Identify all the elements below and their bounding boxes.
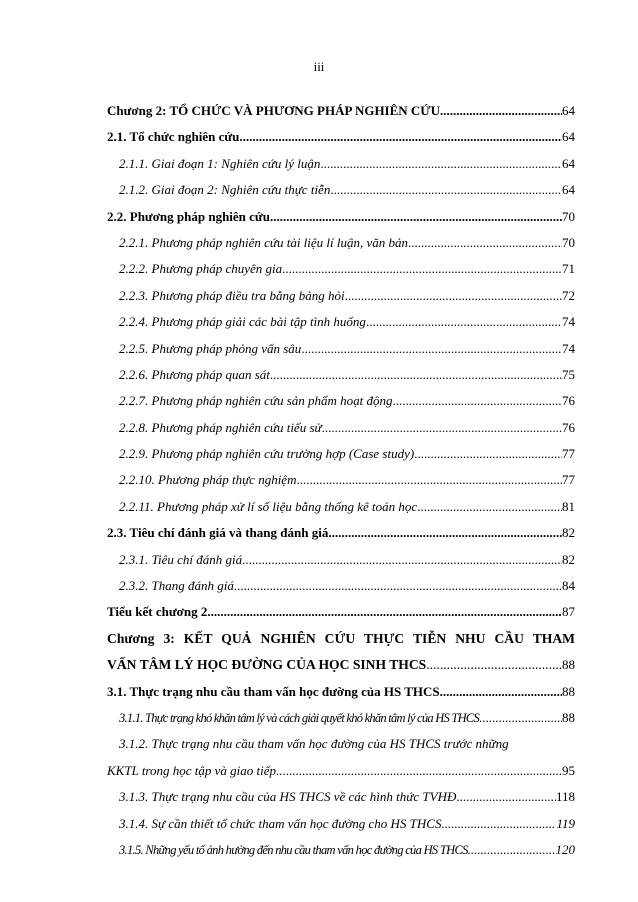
toc-entry-2-2-9[interactable] <box>107 441 575 467</box>
toc-entry-chapter-3-line-1[interactable] <box>107 626 575 652</box>
dot-leader <box>270 362 562 388</box>
toc-entry-title: 3.1.3. Thực trạng nhu cầu của HS THCS về các hình thức TVHĐ <box>119 789 457 805</box>
dot-leader <box>330 177 562 203</box>
dot-leader <box>456 784 556 810</box>
dot-leader <box>393 388 562 414</box>
chapter-3-prefix: Chương 3 <box>107 630 171 646</box>
toc-entry-title: 2.1. Tổ chức nghiên cứu <box>107 129 240 145</box>
toc-page-number: 76 <box>562 419 575 435</box>
toc-entry-title: 3.1.4. Sự cần thiết tổ chức tham vấn học đường cho HS THCS <box>119 815 442 831</box>
table-of-contents <box>107 98 575 863</box>
toc-page-number: 118 <box>555 789 575 805</box>
toc-entry-title: VẤN TÂM LÝ HỌC ĐƯỜNG CỦA HỌC SINH THCS <box>107 657 427 673</box>
toc-page-number: 120 <box>555 841 575 857</box>
toc-entry-3-1-5[interactable] <box>107 837 575 863</box>
toc-entry-chapter-2-summary[interactable] <box>107 599 575 625</box>
toc-entry-2-1-1[interactable] <box>107 151 575 177</box>
toc-entry-title: 2.2.10. Phương pháp thực nghiệm <box>119 472 297 488</box>
toc-entry-2-2-11[interactable] <box>107 494 575 520</box>
toc-entry-2-2-1[interactable] <box>107 230 575 256</box>
toc-page-number: 76 <box>562 393 575 409</box>
dot-leader <box>276 758 562 784</box>
toc-entry-title: 2.2.2. Phương pháp chuyên gia <box>119 261 283 277</box>
chapter-3-title: : KẾT QUẢ NGHIÊN CỨU THỰC TIỄN NHU CẦU THAM <box>170 630 575 646</box>
toc-page-number: 71 <box>562 261 575 277</box>
toc-page-number: 88 <box>562 683 575 699</box>
toc-page-number: 75 <box>562 366 575 382</box>
toc-page-number: 88 <box>562 657 575 673</box>
toc-entry-title: 2.2.6. Phương pháp quan sát <box>119 366 270 382</box>
toc-entry-3-1-3[interactable] <box>107 784 575 810</box>
dot-leader <box>440 98 562 124</box>
toc-entry-3-1-2-line-1[interactable] <box>107 731 575 757</box>
toc-entry-title: 2.2.4. Phương pháp giải các bài tập tình huống <box>119 314 366 330</box>
toc-entry-2-2-6[interactable] <box>107 362 575 388</box>
dot-leader <box>417 494 562 520</box>
toc-entry-2-2[interactable] <box>107 204 575 230</box>
toc-entry-3-1-4[interactable] <box>107 811 575 837</box>
toc-page-number: 82 <box>562 551 575 567</box>
dot-leader <box>207 599 562 625</box>
dot-leader <box>408 230 562 256</box>
toc-entry-2-2-3[interactable] <box>107 283 575 309</box>
toc-entry-title: 2.2.5. Phương pháp phỏng vấn sâu <box>119 340 302 356</box>
toc-entry-title: 2.3.2. Thang đánh giá <box>119 578 234 594</box>
toc-page-number: 88 <box>562 709 575 725</box>
toc-entry-title: 2.3.1. Tiêu chí đánh giá <box>119 551 243 567</box>
dot-leader <box>426 652 562 678</box>
toc-entry-title: 2.1.1. Giai đoạn 1: Nghiên cứu lý luận <box>119 155 321 171</box>
dot-leader <box>296 467 562 493</box>
toc-page-number: 95 <box>562 762 575 778</box>
toc-entry-title: 2.2. Phương pháp nghiên cứu <box>107 208 270 224</box>
dot-leader <box>441 811 556 837</box>
toc-entry-title: 2.2.7. Phương pháp nghiên cứu sản phẩm hoạt động <box>119 393 393 409</box>
dot-leader <box>301 336 562 362</box>
toc-entry-title: 2.2.8. Phương pháp nghiên cứu tiểu sử <box>119 419 322 435</box>
dot-leader <box>345 283 562 309</box>
dot-leader <box>282 256 562 282</box>
toc-entry-2-3-2[interactable] <box>107 573 575 599</box>
toc-entry-2-2-2[interactable] <box>107 256 575 282</box>
chapter-2-title: : TỔ CHỨC VÀ PHƯƠNG PHÁP NGHIÊN CỨU <box>162 103 441 118</box>
dot-leader <box>270 204 562 230</box>
toc-entry-2-1-2[interactable] <box>107 177 575 203</box>
dot-leader <box>366 309 562 335</box>
toc-entry-title: 3.1.5. Những yếu tố ảnh hưởng đến nhu cầu tham vấn học đường của HS THCS <box>119 842 468 857</box>
toc-entry-2-2-5[interactable] <box>107 336 575 362</box>
toc-page-number: 64 <box>562 182 575 198</box>
toc-entry-title: 2.2.3. Phương pháp điều tra bằng bảng hỏi <box>119 287 345 303</box>
toc-page-number: 77 <box>562 446 575 462</box>
chapter-2-prefix: Chương 2 <box>107 103 163 118</box>
toc-page-number: 119 <box>556 815 575 831</box>
toc-entry-2-3[interactable] <box>107 520 575 546</box>
toc-entry-title: 2.2.1. Phương pháp nghiên cứu tài liệu lí luận, văn bản <box>119 234 409 250</box>
toc-entry-title: 2.3. Tiêu chí đánh giá và thang đánh giá <box>107 525 329 541</box>
toc-entry-title: Tiểu kết chương 2 <box>107 604 208 620</box>
page-number: iii <box>313 59 325 74</box>
dot-leader <box>479 705 562 731</box>
toc-page-number: 81 <box>562 498 575 514</box>
toc-page-number: 74 <box>562 340 575 356</box>
toc-entry-2-2-10[interactable] <box>107 467 575 493</box>
toc-page-number: 70 <box>562 234 575 250</box>
toc-entry-title: 2.2.9. Phương pháp nghiên cứu trường hợp (Case study) <box>119 446 415 462</box>
toc-entry-title: 2.2.11. Phương pháp xử lí số liệu bằng thống kê toán học <box>119 498 418 514</box>
toc-entry-2-2-4[interactable] <box>107 309 575 335</box>
toc-entry-title: KKTL trong học tập và giao tiếp <box>107 762 277 778</box>
toc-entry-title: 3.1. Thực trạng nhu cầu tham vấn học đường của HS THCS <box>107 683 440 699</box>
toc-entry-chapter-2[interactable] <box>107 98 575 124</box>
toc-entry-2-3-1[interactable] <box>107 547 575 573</box>
toc-page-number: 87 <box>562 604 575 620</box>
dot-leader <box>239 124 562 150</box>
toc-entry-title: 3.1.1. Thực trạng khó khăn tâm lý và cách giải quyết khó khăn tâm lý của HS THCS <box>119 710 479 725</box>
toc-entry-2-2-7[interactable] <box>107 388 575 414</box>
toc-entry-3-1[interactable] <box>107 679 575 705</box>
toc-page-number: 70 <box>562 208 575 224</box>
toc-page-number: 72 <box>562 287 575 303</box>
toc-page-number: 84 <box>562 578 575 594</box>
toc-entry-title: 2.1.2. Giai đoạn 2: Nghiên cứu thực tiễn <box>119 182 331 198</box>
toc-page-number: 64 <box>562 129 575 145</box>
dot-leader <box>320 151 562 177</box>
toc-entry-2-2-8[interactable] <box>107 415 575 441</box>
toc-page-number: 64 <box>562 155 575 171</box>
toc-page-number: 77 <box>562 472 575 488</box>
dot-leader <box>322 415 562 441</box>
dot-leader <box>234 573 562 599</box>
dot-leader <box>414 441 562 467</box>
toc-entry-title: 3.1.2. Thực trạng nhu cầu tham vấn học đường của HS THCS trước những <box>119 736 509 752</box>
toc-page-number: 64 <box>562 103 575 118</box>
toc-page-number: 82 <box>562 525 575 541</box>
toc-page-number: 74 <box>562 314 575 330</box>
toc-entry-3-1-2-line-2[interactable] <box>107 758 575 784</box>
dot-leader <box>242 547 562 573</box>
toc-entry-3-1-1[interactable] <box>107 705 575 731</box>
toc-entry-2-1[interactable] <box>107 124 575 150</box>
dot-leader <box>440 679 562 705</box>
toc-entry-chapter-3-line-2[interactable] <box>107 652 575 678</box>
dot-leader <box>468 837 556 863</box>
dot-leader <box>328 520 562 546</box>
